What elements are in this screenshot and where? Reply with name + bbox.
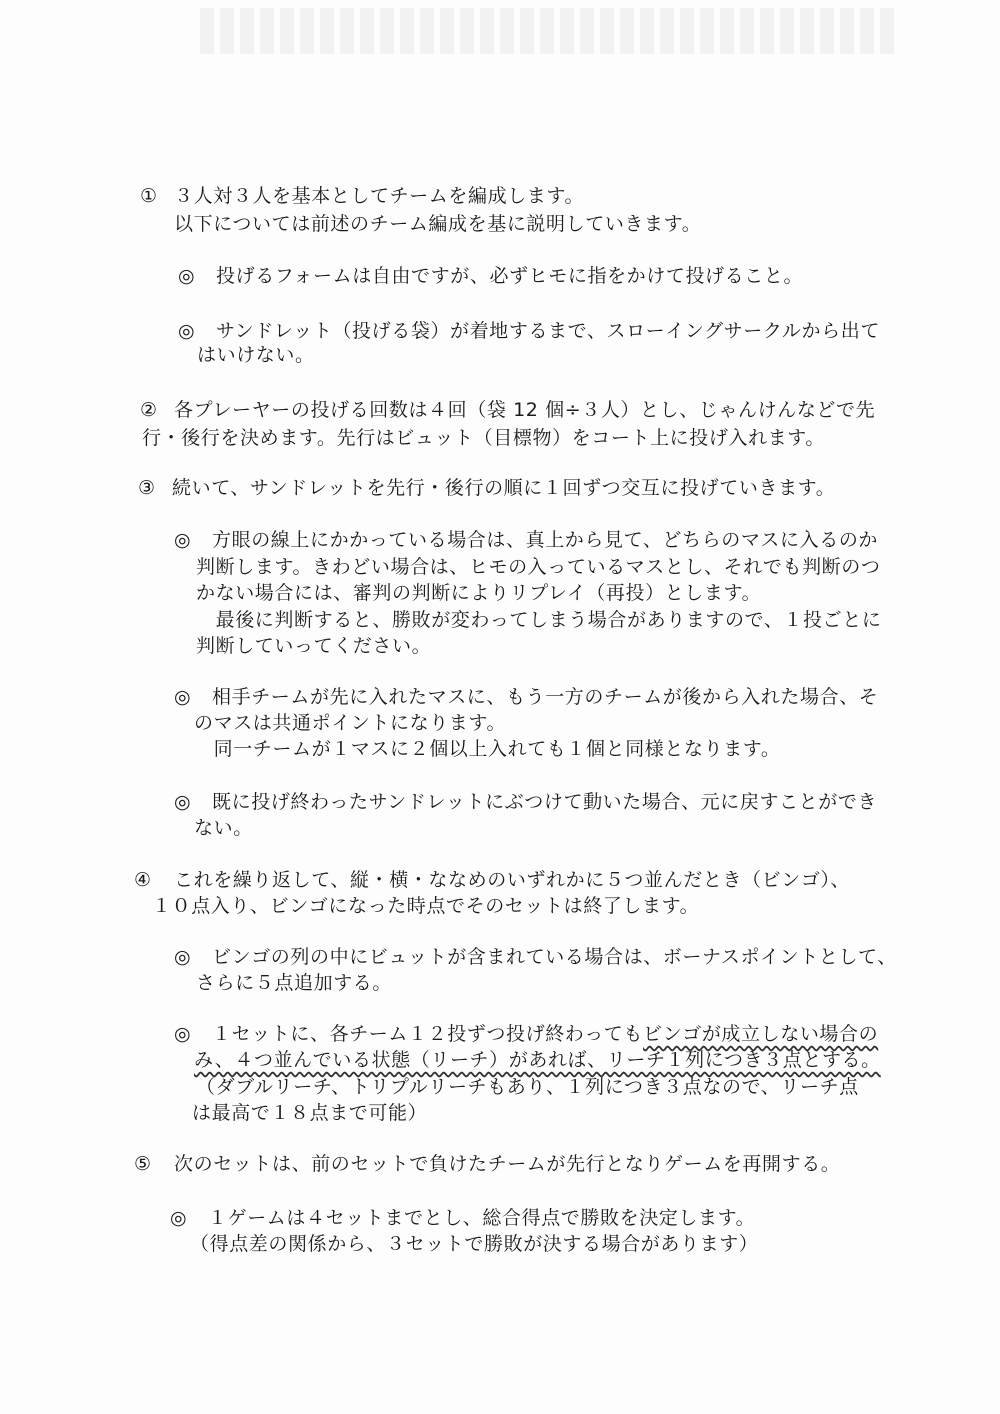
section-1-note-2-cont: はいけない。 <box>197 344 315 366</box>
double-circle-icon: ◎ <box>174 1023 192 1045</box>
section-3-note-3: ◎ 既に投げ終わったサンドレットにぶつけて動いた場合、元に戻すことができ <box>174 791 878 813</box>
section-2-heading <box>140 397 875 423</box>
wavy-underlined-text: み、４つ並んでいる状態（リーチ）があれば、リーチ１列につき３点とする。 <box>194 1049 881 1071</box>
section-3-note-1-line-4: 最後に判断すると、勝敗が変わってしまう場合がありますので、１投ごとに <box>196 609 882 631</box>
section-number: ⑤ <box>134 1153 152 1175</box>
section-number: ② <box>140 399 158 421</box>
section-3-note-1-line-3: かない場合には、審判の判断によりリプレイ（再投）とします。 <box>196 582 762 604</box>
section-4-note-2-line-3: （ダブルリーチ、トリプルリーチもあり、１列につき３点なので、リーチ点 <box>196 1076 859 1098</box>
double-circle-icon: ◎ <box>174 791 192 813</box>
section-2-continuation: 行・後行を決めます。先行はビュット（目標物）をコート上に投げ入れます。 <box>142 427 825 449</box>
faint-bleedthrough <box>200 8 900 54</box>
double-circle-icon: ◎ <box>178 320 196 342</box>
section-3-heading <box>138 475 835 501</box>
section-number: ① <box>140 185 158 207</box>
section-3-note-1: ◎ 方眼の線上にかかっている場合は、真上から見て、どちらのマスに入るのか <box>174 529 879 551</box>
section-number: ④ <box>134 869 152 891</box>
section-4-heading <box>134 867 850 893</box>
section-4-continuation: １０点入り、ビンゴになった時点でそのセットは終了します。 <box>152 895 700 917</box>
wavy-underlined-text: ビンゴが成立しない場合の <box>643 1023 879 1045</box>
double-circle-icon: ◎ <box>174 529 192 551</box>
section-text: 続いて、サンドレットを先行・後行の順に１回ずつ交互に投げていきます。 <box>172 477 836 499</box>
section-5-note-1-line-2: （得点差の関係から、３セットで勝敗が決する場合があります） <box>190 1233 759 1255</box>
section-1-continuation: 以下については前述のチーム編成を基に説明していきます。 <box>174 213 702 235</box>
section-4-note-2: ◎ １セットに、各チーム１２投ずつ投げ終わってもビンゴが成立しない場合の <box>174 1023 879 1045</box>
section-3-note-2-line-3: 同一チームが１マスに２個以上入れても１個と同様となります。 <box>194 738 781 760</box>
double-circle-icon: ◎ <box>174 686 192 708</box>
section-text: 各プレーヤーの投げる回数は４回（袋 12 個÷３人）とし、じゃんけんなどで先 <box>174 399 876 421</box>
double-circle-icon: ◎ <box>174 946 192 968</box>
section-4-note-2-line-4: は最高で１８点まで可能） <box>192 1102 428 1124</box>
section-text: 次のセットは、前のセットで負けたチームが先行となりゲームを再開する。 <box>174 1153 841 1175</box>
section-3-note-1-line-2: 判断します。きわどい場合は、ヒモの入っているマスとし、それでも判断のつ <box>196 556 881 578</box>
section-3-note-2-line-2: のマスは共通ポイントになります。 <box>194 712 507 734</box>
section-3-note-2: ◎ 相手チームが先に入れたマスに、もう一方のチームが後から入れた場合、そ <box>174 686 879 708</box>
section-number: ③ <box>138 477 156 499</box>
section-4-note-1-line-2: さらに５点追加する。 <box>196 972 393 994</box>
section-4-note-1: ◎ ビンゴの列の中にビュットが含まれている場合は、ボーナスポイントとして、 <box>174 946 897 968</box>
section-4-note-2-line-2 <box>194 1047 881 1073</box>
section-5-note-1: ◎ １ゲームは４セットまでとし、総合得点で勝敗を決定します。 <box>170 1207 756 1229</box>
section-5-heading <box>134 1151 840 1177</box>
section-1-note-2: ◎ サンドレット（投げる袋）が着地するまで、スローイングサークルから出て <box>178 320 880 342</box>
double-circle-icon: ◎ <box>178 265 196 287</box>
double-circle-icon: ◎ <box>170 1207 188 1229</box>
section-1-heading <box>140 183 584 209</box>
section-text: ３人対３人を基本としてチームを編成します。 <box>174 185 585 207</box>
section-3-note-3-line-2: ない。 <box>194 817 253 839</box>
section-text: これを繰り返して、縦・横・ななめのいずれかに５つ並んだとき（ビンゴ）、 <box>174 869 851 891</box>
section-3-note-1-line-5: 判断していってください。 <box>196 635 432 657</box>
section-1-note-1: ◎ 投げるフォームは自由ですが、必ずヒモに指をかけて投げること。 <box>178 265 804 287</box>
